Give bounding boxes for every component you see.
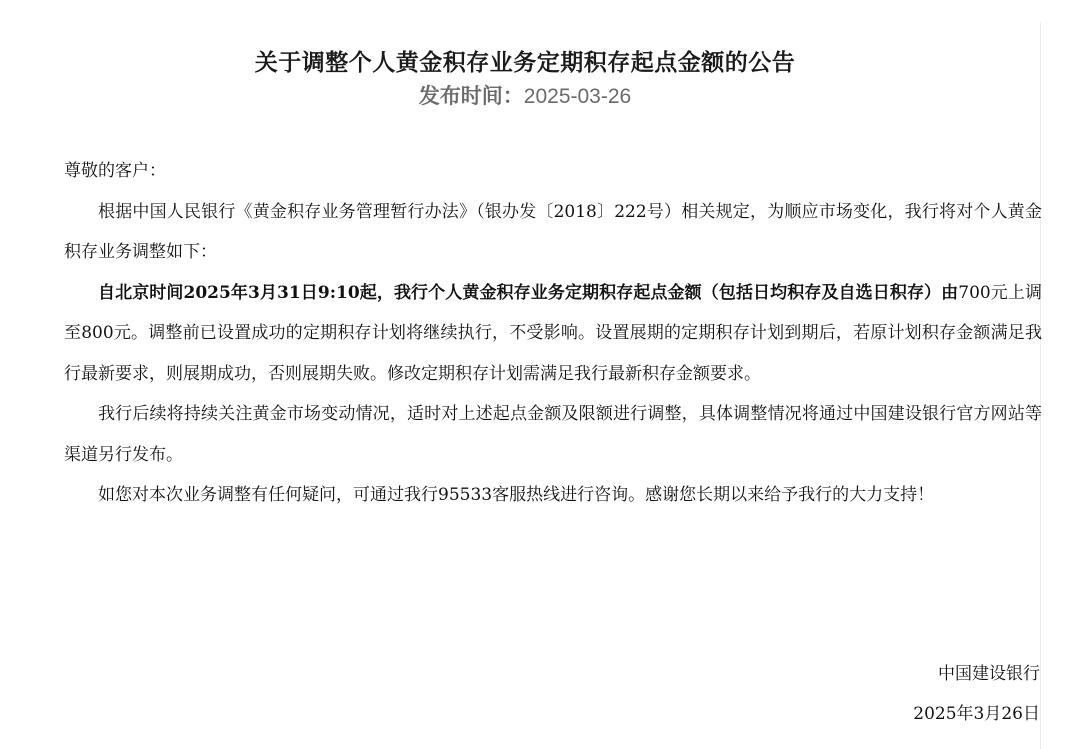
signature-date: 2025年3月26日: [913, 704, 1040, 724]
notice-body: [64, 151, 1042, 516]
adjustment-detail: 700元上调至800元。调整前已设置成功的定期积存计划将继续执行，不受影响。设置展期的定期积存计划到期后，若原计划积存金额满足我行最新要求，则展期成功，否则展期失败。修改定期积存计划需满足我行最新积存金额要求。: [64, 282, 1042, 384]
publish-info: [0, 80, 1050, 113]
publish-date: 2025-03-26: [523, 85, 632, 108]
paragraph-adjustment: [64, 273, 1042, 395]
publish-label: 发布时间：: [418, 84, 524, 108]
signature-org: 中国建设银行: [938, 664, 1040, 684]
notice-title: 关于调整个人黄金积存业务定期积存起点金额的公告: [254, 49, 796, 77]
greeting: 尊敬的客户：: [64, 161, 166, 181]
adjustment-lead: 自北京时间2025年3月31日9:10起，我行个人黄金积存业务定期积存起点金额（包括日均积存及自选日积存）由: [98, 282, 959, 303]
paragraph-basis: 根据中国人民银行《黄金积存业务管理暂行办法》（银办发〔2018〕222号）相关规定，为顺应市场变化，我行将对个人黄金积存业务调整如下：: [64, 201, 1042, 262]
signature-block: [913, 654, 1040, 734]
paragraph-followup: 我行后续将持续关注黄金市场变动情况，适时对上述起点金额及限额进行调整，具体调整情况将通过中国建设银行官方网站等渠道另行发布。: [64, 404, 1042, 465]
paragraph-contact: 如您对本次业务调整有任何疑问，可通过我行95533客服热线进行咨询。感谢您长期以来给予我行的大力支持！: [98, 485, 935, 505]
